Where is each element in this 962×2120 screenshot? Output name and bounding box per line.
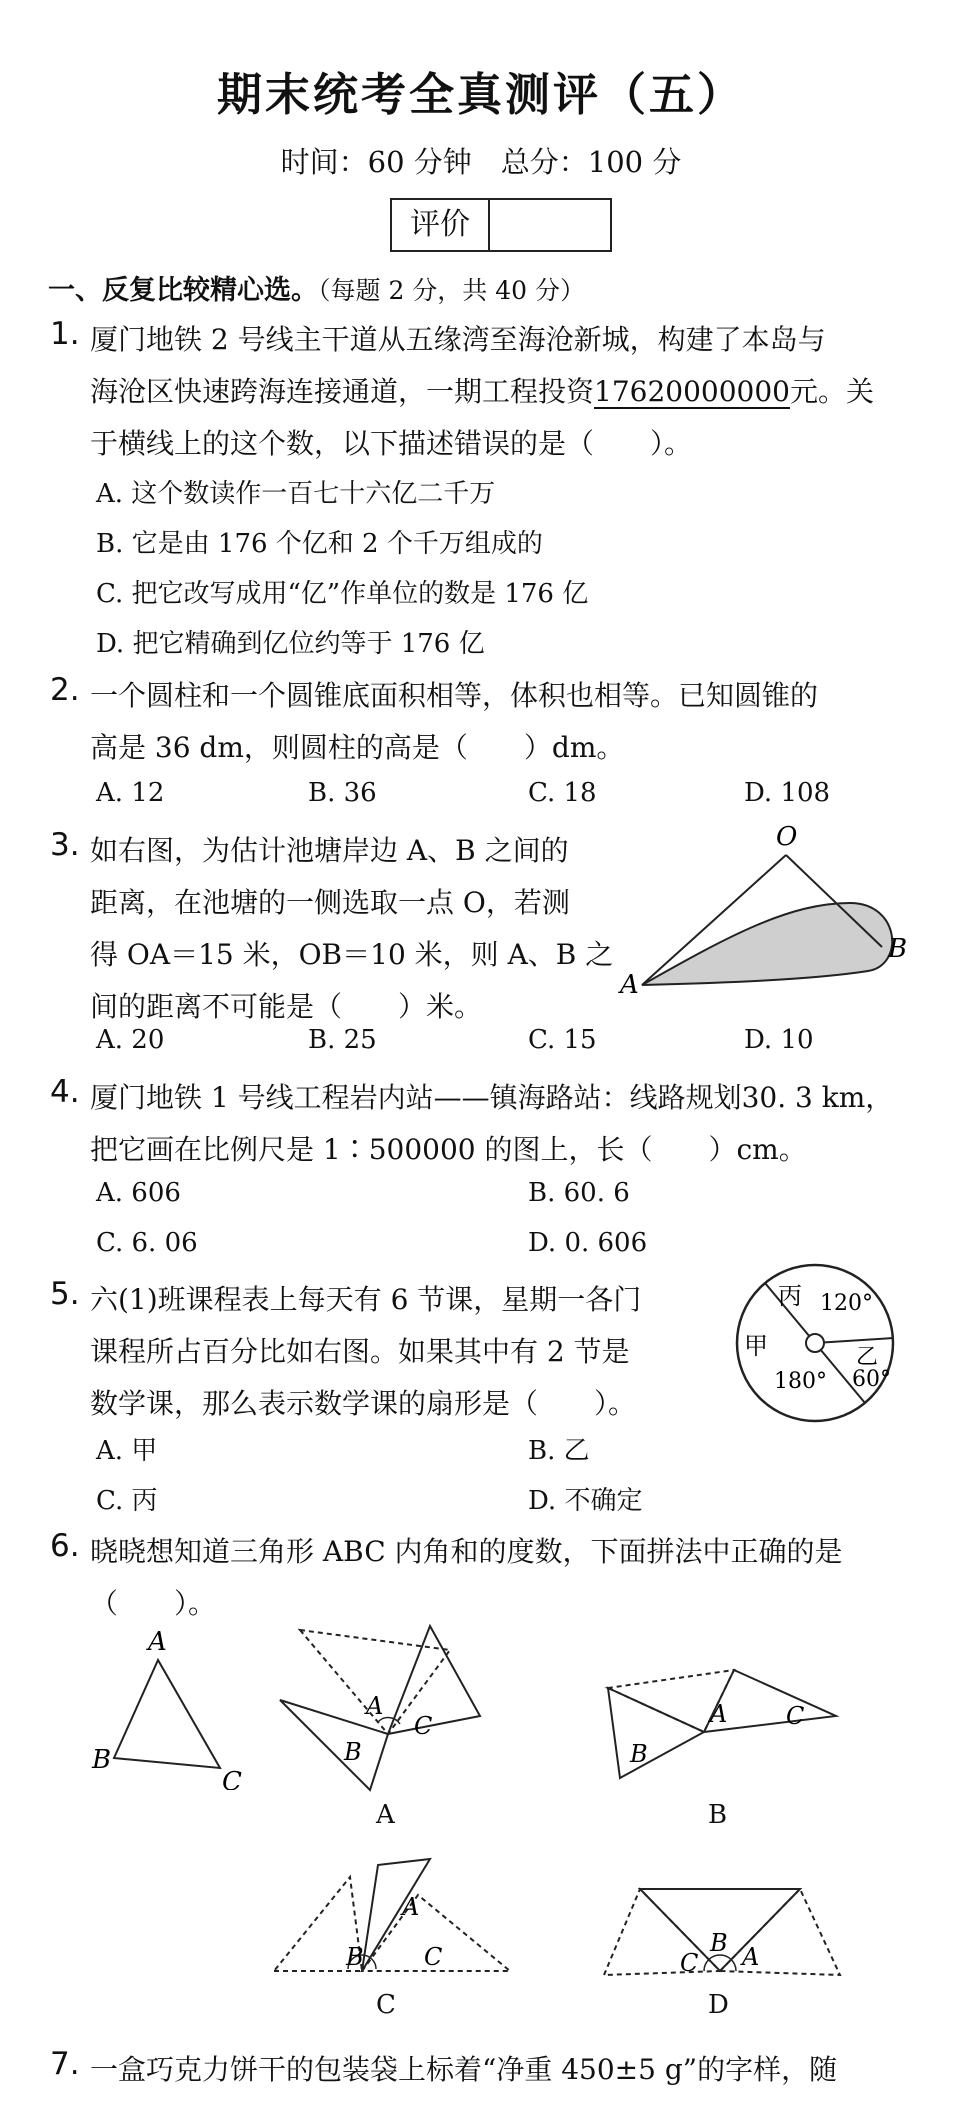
- grade-box: [390, 198, 612, 252]
- q1-line2-tail: 元。关: [789, 375, 874, 408]
- angle-120-label: 120°: [820, 1291, 873, 1316]
- q1-line3: 于横线上的这个数，以下描述错误的是（ ）。: [90, 427, 693, 460]
- triangle-vertex-a: A: [148, 1630, 167, 1657]
- q4-option-a[interactable]: A. 606: [96, 1178, 181, 1208]
- arrangement-a-figure: [270, 1618, 500, 1798]
- arrangement-c-label-b: B: [346, 1943, 364, 1971]
- q5-line3: 数学课，那么表示数学课的扇形是（ ）。: [90, 1387, 637, 1420]
- section-heading: [48, 268, 585, 307]
- angle-60-label: 60°: [852, 1367, 891, 1392]
- q1-line2-text: 海沧区快速跨海连接通道，一期工程投资: [90, 375, 595, 408]
- arrangement-c-figure: [270, 1855, 520, 1985]
- q4-option-d[interactable]: D. 0. 606: [528, 1228, 648, 1258]
- arrangement-d-label-b: B: [710, 1929, 728, 1957]
- q5-number: 5.: [50, 1276, 80, 1312]
- triangle-vertex-c: C: [222, 1767, 242, 1790]
- point-a-label: A: [620, 970, 639, 1000]
- q1-option-b[interactable]: B. 它是由 176 个亿和 2 个千万组成的: [96, 529, 543, 559]
- arrangement-a-label-b: B: [344, 1738, 362, 1766]
- q5-option-c[interactable]: C. 丙: [96, 1486, 158, 1516]
- q2-option-a[interactable]: A. 12: [96, 778, 165, 808]
- q7-number: 7.: [50, 2046, 80, 2082]
- pie-figure: [730, 1258, 900, 1428]
- arrangement-b-caption[interactable]: B: [708, 1800, 728, 1830]
- q3-number: 3.: [50, 827, 80, 863]
- q1-line2: [90, 370, 874, 410]
- triangle-abc: [90, 1630, 260, 1790]
- point-b-label: B: [888, 934, 908, 964]
- q5-option-a[interactable]: A. 甲: [96, 1436, 158, 1466]
- q7-line1: 一盒巧克力饼干的包装袋上标着“净重 450±5 g”的字样，随: [90, 2053, 838, 2086]
- arrangement-c-caption[interactable]: C: [376, 1990, 396, 2020]
- q2-number: 2.: [50, 672, 80, 708]
- arrangement-d-caption[interactable]: D: [708, 1990, 729, 2020]
- exam-info: 时间：60 分钟 总分：100 分: [280, 145, 682, 179]
- q2-line2: 高是 36 dm，则圆柱的高是（ ）dm。: [90, 731, 625, 764]
- arrangement-a-label-a: A: [366, 1692, 384, 1720]
- q3-line2: 距离，在池塘的一侧选取一点 O，若测: [90, 886, 570, 919]
- point-o-label: O: [776, 822, 798, 852]
- q3-option-c[interactable]: C. 15: [528, 1025, 597, 1055]
- q5-option-d[interactable]: D. 不确定: [528, 1486, 643, 1516]
- q3-option-b[interactable]: B. 25: [308, 1025, 377, 1055]
- q3-option-a[interactable]: A. 20: [96, 1025, 165, 1055]
- arrangement-a-caption[interactable]: A: [376, 1800, 395, 1830]
- q6-number: 6.: [50, 1528, 80, 1564]
- q3-line4: 间的距离不可能是（ ）米。: [90, 990, 483, 1023]
- q1-underlined-number: 17620000000: [594, 375, 790, 408]
- arrangement-c-label-c: C: [424, 1943, 443, 1971]
- q6-line2: （ ）。: [90, 1587, 217, 1620]
- q3-option-d[interactable]: D. 10: [744, 1025, 814, 1055]
- q5-option-b[interactable]: B. 乙: [528, 1436, 590, 1466]
- q6-line1: 晓晓想知道三角形 ABC 内角和的度数，下面拼法中正确的是: [90, 1535, 843, 1568]
- arrangement-d-label-c: C: [680, 1949, 699, 1977]
- arrangement-d-label-a: A: [742, 1943, 760, 1971]
- arrangement-c-label-a: A: [402, 1893, 420, 1921]
- q4-option-c[interactable]: C. 6. 06: [96, 1228, 198, 1258]
- q2-line1: 一个圆柱和一个圆锥底面积相等，体积也相等。已知圆锥的: [90, 679, 819, 712]
- arrangement-b-label-b: B: [630, 1740, 648, 1768]
- q1-option-a[interactable]: A. 这个数读作一百七十六亿二千万: [96, 479, 496, 509]
- page-title: 期末统考全真测评（五）: [216, 68, 745, 121]
- q2-option-d[interactable]: D. 108: [744, 778, 831, 808]
- sector-bing-label: 丙: [778, 1282, 802, 1310]
- q2-option-c[interactable]: C. 18: [528, 778, 597, 808]
- section-note: （每题 2 分，共 40 分）: [318, 276, 586, 305]
- q1-option-c[interactable]: C. 把它改写成用“亿”作单位的数是 176 亿: [96, 579, 589, 609]
- sector-jia-label: 甲: [744, 1332, 768, 1360]
- angle-180-label: 180°: [774, 1369, 827, 1394]
- grade-value: [490, 200, 610, 250]
- q1-number: 1.: [50, 316, 80, 352]
- pond-figure: [600, 815, 920, 1015]
- q4-line2: 把它画在比例尺是 1∶500000 的图上，长（ ）cm。: [90, 1133, 807, 1166]
- sector-yi-label: 乙: [856, 1345, 879, 1370]
- q4-line1: 厦门地铁 1 号线工程岩内站——镇海路站：线路规划30. 3 km，: [90, 1081, 894, 1114]
- q1-line1: 厦门地铁 2 号线主干道从五缘湾至海沧新城，构建了本岛与: [90, 323, 826, 356]
- q3-line1: 如右图，为估计池塘岸边 A、B 之间的: [90, 834, 569, 867]
- arrangement-b-figure: [600, 1660, 850, 1790]
- triangle-vertex-b: B: [92, 1745, 112, 1775]
- q4-number: 4.: [50, 1074, 80, 1110]
- arrangement-d-figure: [600, 1875, 850, 1985]
- q2-option-b[interactable]: B. 36: [308, 778, 377, 808]
- arrangement-b-label-a: A: [710, 1700, 728, 1728]
- q4-option-b[interactable]: B. 60. 6: [528, 1178, 630, 1208]
- q5-line2: 课程所占百分比如右图。如果其中有 2 节是: [90, 1335, 630, 1368]
- arrangement-a-label-c: C: [414, 1712, 433, 1740]
- q5-line1: 六(1)班课程表上每天有 6 节课，星期一各门: [90, 1283, 642, 1316]
- q3-line3: 得 OA＝15 米，OB＝10 米，则 A、B 之: [90, 938, 614, 971]
- arrangement-b-label-c: C: [786, 1702, 805, 1730]
- q1-option-d[interactable]: D. 把它精确到亿位约等于 176 亿: [96, 629, 485, 659]
- section-title: 一、反复比较精心选。: [48, 275, 318, 306]
- grade-label: 评价: [392, 200, 490, 250]
